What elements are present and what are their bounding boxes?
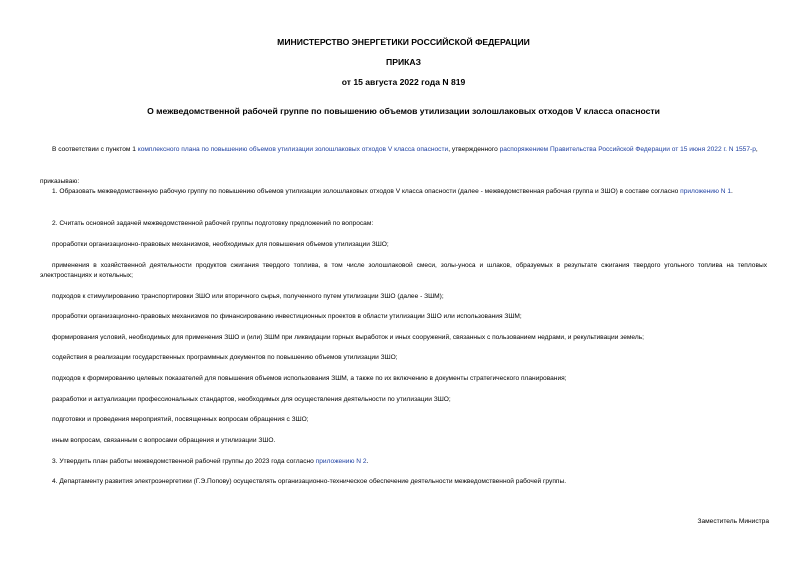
preamble-text-3: , <box>755 146 758 153</box>
item-3-text: 3. Утвердить план работы межведомственной рабочей группы до 2023 года согласно <box>52 458 316 465</box>
preamble-text-1: В соответствии с пунктом 1 <box>52 146 138 153</box>
item-4-paragraph: 4. Департаменту развития электроэнергетики (Г.Э.Попову) осуществлять организационно-техническое обеспечение деятельности межведомственной рабочей группы. <box>52 478 567 485</box>
item-1-end: . <box>731 188 733 195</box>
subitem-10: иным вопросам, связанным с вопросами обращения и утилизации ЗШО. <box>52 437 276 444</box>
item-2-paragraph: 2. Считать основной задачей межведомственной рабочей группы подготовку предложений по вопросам: <box>52 220 374 227</box>
document-date-number: от 15 августа 2022 года N 819 <box>341 77 466 87</box>
appendix-2-link[interactable]: приложению N 2 <box>315 458 367 465</box>
signature-position: Заместитель Министра <box>697 518 769 525</box>
document-title: О межведомственной рабочей группе по повышению объемов утилизации золошлаковых отходов V класса опасности <box>147 106 660 116</box>
subitem-5: формирования условий, необходимых для применения ЗШО и (или) ЗШМ при ликвидации горных выработок и иных сооружений, связанных с пользованием недрами, и рекультивации земель; <box>52 334 644 341</box>
subitem-1: проработки организационно-правовых механизмов, необходимых для повышения объемов утилизации ЗШО; <box>52 241 389 248</box>
document-type: ПРИКАЗ <box>386 57 421 67</box>
subitem-4: проработки организационно-правовых механизмов по финансированию инвестиционных проектов в области утилизации ЗШО или использования ЗШМ; <box>52 313 522 320</box>
subitem-7: подходов к формированию целевых показателей для повышения объемов использования ЗШМ, а также по их включению в документы стратегического планирования; <box>52 375 567 382</box>
appendix-1-link[interactable]: приложению N 1 <box>680 188 732 195</box>
item-1-text: 1. Образовать межведомственную рабочую группу по повышению объемов утилизации золошлаковых отходов V класса опасности (далее - межведомственная рабочая группа и ЗШО) в составе согласно <box>52 188 681 195</box>
item-3-end: . <box>366 458 369 465</box>
preamble-text-2: , утвержденного <box>448 146 500 153</box>
ministry-heading: МИНИСТЕРСТВО ЭНЕРГЕТИКИ РОССИЙСКОЙ ФЕДЕРАЦИИ <box>277 37 530 47</box>
subitem-3: подходов к стимулированию транспортировки ЗШО или вторичного сырья, полученного путем утилизации ЗШО (далее - ЗШМ); <box>52 293 444 300</box>
item-3-paragraph <box>52 457 762 467</box>
subitem-6: содействия в реализации государственных программных документов по повышению объемов утилизации ЗШО; <box>52 354 398 361</box>
government-order-link[interactable]: распоряжением Правительства Российской Федерации от 15 июня 2022 г. N 1557-р <box>499 146 756 153</box>
order-word: приказываю: <box>40 178 80 185</box>
subitem-8: разработки и актуализации профессиональных стандартов, необходимых для осуществления деятельности по утилизации ЗШО; <box>52 396 451 403</box>
subitem-2: применения в хозяйственной деятельности продуктов сжигания твердого топлива, в том числе золошлаковой смеси, золы-уноса и шлаков, образуемых в результате сжигания твердого угольного топлива на тепловых электростанциях и котельных; <box>40 262 767 279</box>
preamble-paragraph <box>40 145 767 155</box>
comprehensive-plan-link[interactable]: комплексного плана по повышению объемов утилизации золошлаковых отходов V класса опасности <box>137 146 449 153</box>
item-1-paragraph <box>40 187 767 197</box>
subitem-9: подготовки и проведения мероприятий, посвященных вопросам обращения с ЗШО; <box>52 416 309 423</box>
